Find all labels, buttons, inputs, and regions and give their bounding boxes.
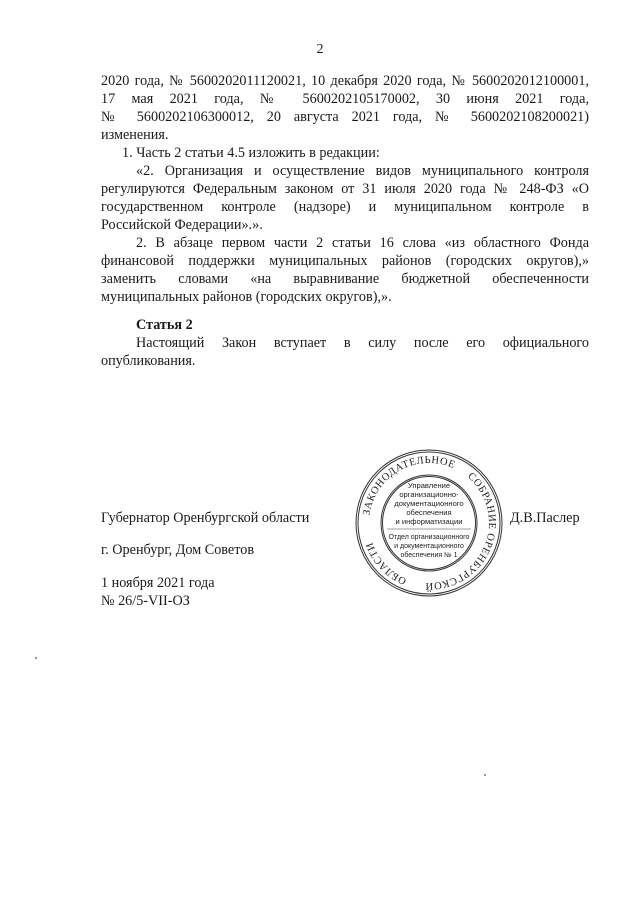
law-number: № 26/5-VII-ОЗ [101, 593, 190, 609]
page-number: 2 [316, 42, 324, 57]
seal-line-3: документационного [394, 499, 464, 508]
article-2-text-2: опубликования. [101, 353, 196, 369]
seal-line-5: и информатизации [395, 517, 463, 526]
intro-line-4: изменения. [101, 127, 169, 143]
quote-line-3: государственном контроле (надзоре) и муниципальном контроле в [101, 199, 589, 215]
seal-line-4: обеспечения [406, 508, 452, 517]
quote-line-4: Российской Федерации».». [101, 217, 263, 233]
signing-date: 1 ноября 2021 года [101, 575, 215, 591]
scan-speck [484, 774, 486, 776]
quote-line-2: регулируются Федеральным законом от 31 июля 2020 года № 248-ФЗ «О [101, 181, 589, 197]
seal-ring-right: ОБЛАСТИ [364, 540, 409, 587]
article-2-heading: Статья 2 [136, 317, 193, 333]
item-2-line-2: финансовой поддержки муниципальных районов (городских округов),» [101, 253, 589, 269]
article-2-text-1: Настоящий Закон вступает в силу после его официального [136, 335, 589, 351]
seal-ring-left: ЗАКОНОДАТЕЛЬНОЕ [361, 454, 457, 517]
seal-line-1: Управление [407, 481, 451, 490]
intro-line-3: № 5600202106300012, 20 августа 2021 года, № 5600202108200021) [101, 109, 589, 125]
item-2-line-4: муниципальных районов (городских округов),». [101, 289, 392, 305]
intro-line-2: 17 мая 2021 года, № 5600202105170002, 30 июня 2021 года, [101, 91, 589, 107]
seal-line-8: обеспечения № 1 [400, 552, 458, 559]
intro-line-1: 2020 года, № 5600202011120021, 10 декабря 2020 года, № 5600202012100001, [101, 73, 589, 89]
official-seal [354, 448, 504, 598]
scan-speck [35, 657, 37, 659]
quote-line-1: «2. Организация и осуществление видов муниципального контроля [136, 163, 589, 179]
signing-place: г. Оренбург, Дом Советов [101, 542, 255, 558]
item-2-line-3: заменить словами «на выравнивание бюджетной обеспеченности [101, 271, 589, 287]
seal-line-2: организационно- [399, 490, 459, 499]
item-2-line-1: 2. В абзаце первом части 2 статьи 16 слова «из областного Фонда [136, 235, 589, 251]
seal-line-7: и документационного [394, 543, 464, 550]
seal-line-6: Отдел организационного [388, 534, 470, 541]
seal-ring-top: СОБРАНИЕ ОРЕНБУРГСКОЙ [424, 470, 498, 592]
signer-position: Губернатор Оренбургской области [101, 510, 310, 526]
signer-name: Д.В.Паслер [510, 510, 580, 526]
item-1: 1. Часть 2 статьи 4.5 изложить в редакции: [122, 145, 380, 161]
